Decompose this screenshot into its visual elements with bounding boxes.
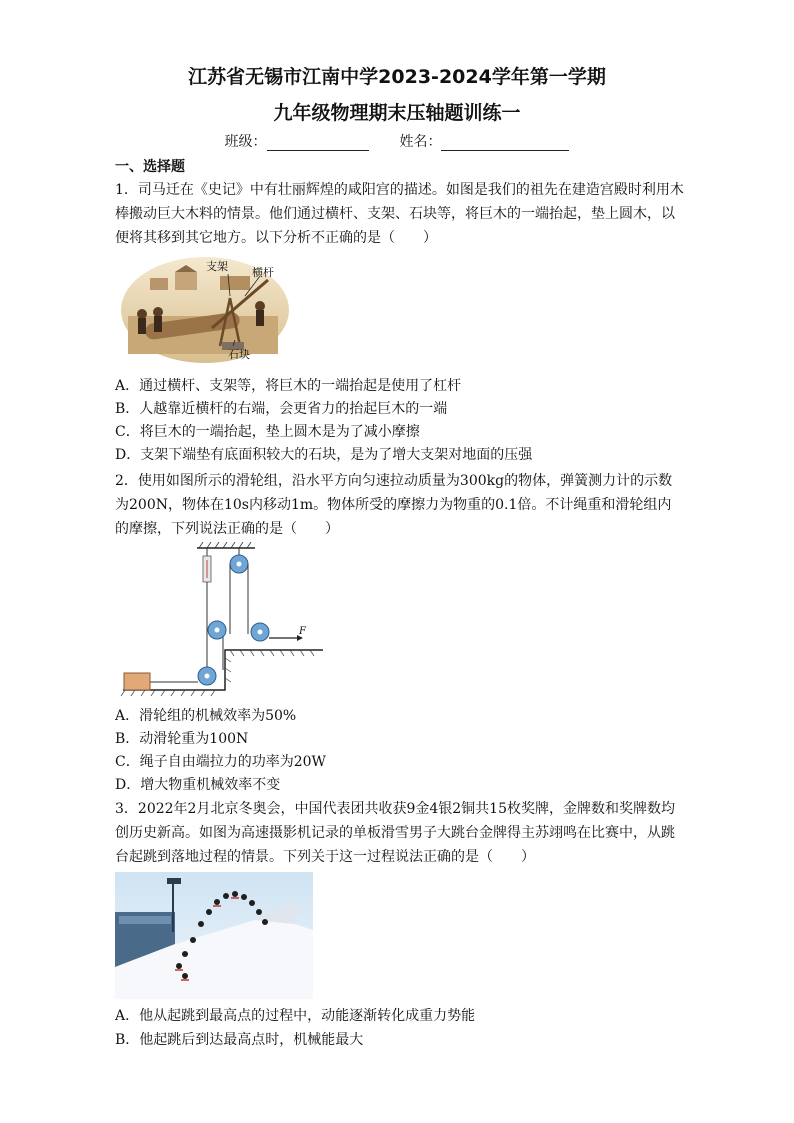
- q2-option-c[interactable]: C．绳子自由端拉力的功率为20W: [115, 754, 326, 770]
- q1-option-d[interactable]: D．支架下端垫有底面积较大的石块，是为了增大支架对地面的压强: [115, 447, 533, 463]
- class-blank[interactable]: [267, 136, 369, 151]
- q1-option-c[interactable]: C．将巨木的一端抬起，垫上圆木是为了减小摩擦: [115, 424, 420, 440]
- name-label: 姓名：: [399, 134, 442, 150]
- q2-option-b[interactable]: B．动滑轮重为100N: [115, 731, 249, 747]
- q2-option-a[interactable]: A．滑轮组的机械效率为50%: [115, 708, 297, 724]
- label-stone: 石块: [228, 348, 250, 361]
- document-title: 江苏省无锡市江南中学2023-2024学年第一学期: [188, 66, 606, 88]
- q3-option-b[interactable]: B．他起跳后到达最高点时，机械能最大: [115, 1032, 364, 1048]
- section-heading: 一、选择题: [115, 159, 185, 175]
- question-3-stem: 3．2022年2月北京冬奥会，中国代表团共收获9金4银2铜共15枚奖牌，金牌数和奖牌数均创历史新高。如图为高速摄影机记录的单板滑雪男子大跳台金牌得主苏翊鸣在比赛中，从跳台起跳到落地过程的情景。下列关于这一过程说法正确的是（ ）: [115, 801, 675, 865]
- document-subtitle: 九年级物理期末压轴题训练一: [273, 102, 521, 124]
- q2-option-d[interactable]: D．增大物重机械效率不变: [115, 777, 281, 793]
- class-name-line: [0, 131, 794, 151]
- question-1-stem: 1．司马迁在《史记》中有壮丽辉煌的咸阳宫的描述。如图是我们的祖先在建造宫殿时利用木棒搬动巨大木料的情景。他们通过横杆、支架、石块等，将巨木的一端抬起，垫上圆木，以便将其移到其它地方。以下分析不正确的是（ ）: [115, 182, 684, 246]
- q1-option-b[interactable]: B．人越靠近横杆的右端，会更省力的抬起巨木的一端: [115, 401, 448, 417]
- question-2-figure: [115, 540, 330, 700]
- class-label: 班级：: [224, 134, 267, 150]
- question-1-figure: [120, 256, 290, 364]
- q1-option-a[interactable]: A．通过横杆、支架等，将巨木的一端抬起是使用了杠杆: [115, 378, 462, 394]
- q3-option-a[interactable]: A．他从起跳到最高点的过程中，动能逐渐转化成重力势能: [115, 1008, 476, 1024]
- question-2-stem: 2．使用如图所示的滑轮组，沿水平方向匀速拉动质量为300kg的物体，弹簧测力计的示数为200N，物体在10s内移动1m。物体所受的摩擦力为物重的0.1倍。不计绳重和滑轮组内的摩擦，下列说法正确的是（ ）: [115, 473, 673, 537]
- name-blank[interactable]: [441, 136, 569, 151]
- question-3-figure: [115, 872, 313, 999]
- label-lever: 横杆: [252, 266, 274, 279]
- label-force: F: [299, 626, 306, 637]
- label-support: 支架: [206, 260, 228, 273]
